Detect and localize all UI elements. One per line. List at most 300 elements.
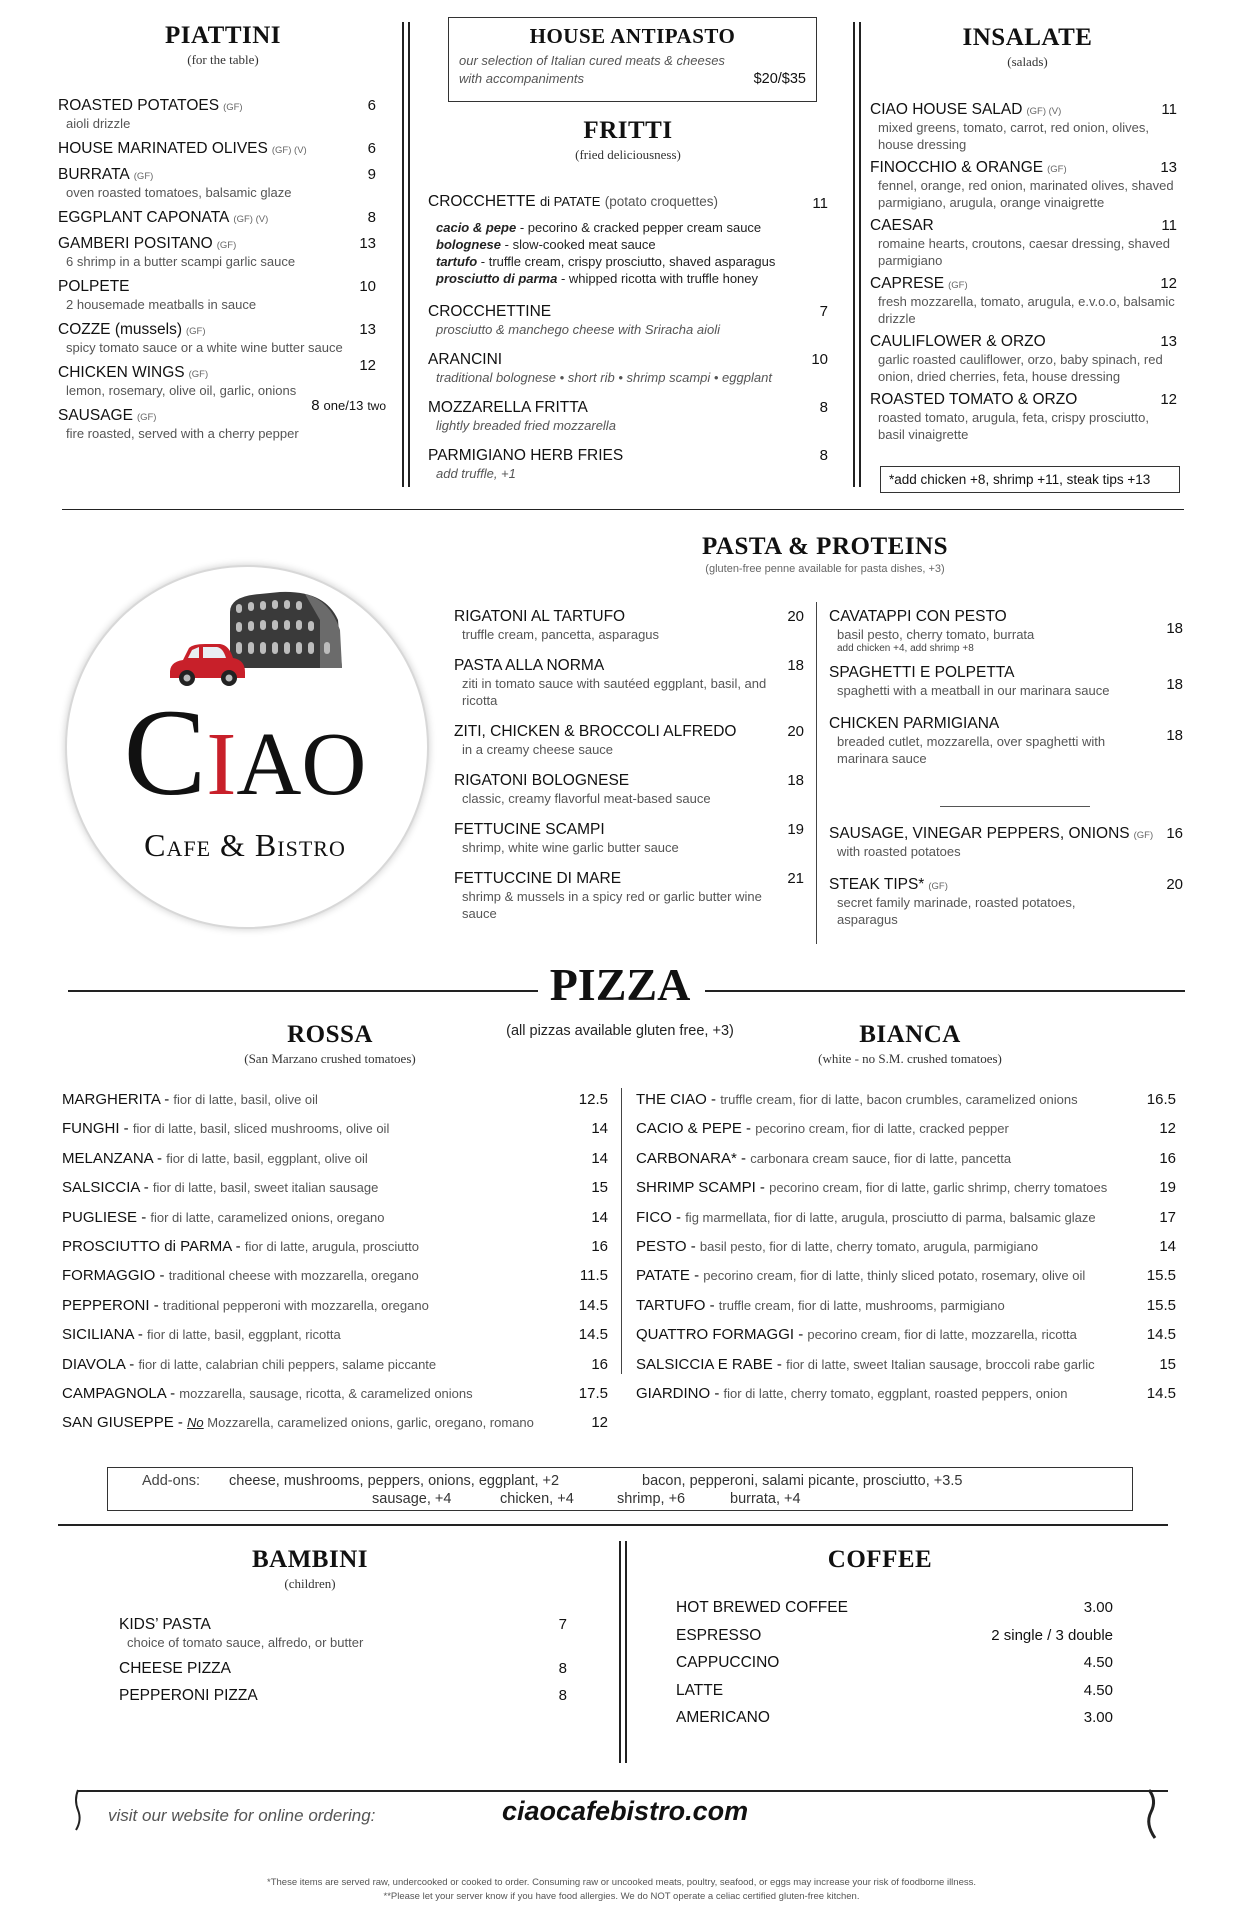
menu-item-desc: fire roasted, served with a cherry pepper <box>66 426 299 441</box>
dietary-tag: (GF) (V) <box>271 145 307 156</box>
menu-item-name: MOZZARELLA FRITTA <box>428 399 588 416</box>
menu-item-price: 21 <box>787 870 804 887</box>
dietary-tag: (GF) <box>928 881 948 892</box>
menu-item-name: PEPPERONI PIZZA <box>119 1687 258 1704</box>
logo-ciao <box>65 684 425 825</box>
menu-item <box>58 140 388 158</box>
menu-item-name: HOUSE MARINATED OLIVES <box>58 140 268 157</box>
pizza-no: No <box>187 1415 204 1431</box>
footer-disclaimer: **Please let your server know if you have food allergies. We do NOT operate a celiac certified gluten-free kitchen. <box>383 1891 860 1902</box>
pizza-dash: - <box>689 1267 704 1285</box>
addons-line: cheese, mushrooms, peppers, onions, eggplant, +2 <box>229 1473 560 1489</box>
menu-item-price: 12 <box>359 357 376 374</box>
pizza-dash: - <box>173 1414 188 1432</box>
pasta-right-list <box>829 608 1183 948</box>
pizza-dash: - <box>772 1355 787 1373</box>
menu-item-price: 7 <box>558 1616 567 1633</box>
piattini-title: PIATTINI <box>164 22 282 49</box>
pizza-dash: - <box>755 1179 770 1197</box>
pizza-price: 14 <box>591 1149 608 1167</box>
menu-item <box>58 97 388 132</box>
pizza-desc: pecorino cream, fior di latte, cracked pepper <box>755 1121 1009 1137</box>
addons-item: sausage, +4 <box>372 1491 452 1507</box>
pizza-name: CACIO & PEPE <box>636 1120 742 1138</box>
menu-item-price: 6 <box>367 97 376 114</box>
insalate-section <box>870 24 1185 70</box>
menu-item-name-line <box>870 333 1185 351</box>
menu-item-desc: aioli drizzle <box>66 116 131 131</box>
crocchette-di: di PATATE <box>539 194 601 209</box>
pizza-name: PUGLIESE <box>62 1208 138 1226</box>
menu-item-desc: shrimp, white wine garlic butter sauce <box>462 840 679 855</box>
dietary-tag: (GF) <box>223 102 243 113</box>
menu-item <box>829 664 1183 699</box>
menu-item-name-line <box>454 870 804 888</box>
pizza-item <box>636 1385 1184 1405</box>
menu-item-price: 16 <box>1166 825 1183 842</box>
coffee-title: COFFEE <box>827 1546 933 1573</box>
menu-item-price: 20 <box>1166 876 1183 893</box>
pizza-name: PROSCIUTTO di PARMA <box>62 1238 232 1255</box>
menu-item-name: SAUSAGE, VINEGAR PEPPERS, ONIONS <box>829 825 1130 842</box>
pizza-price: 19 <box>1159 1179 1176 1197</box>
addons-label: Add-ons: <box>142 1473 201 1489</box>
addons-line: bacon, pepperoni, salami picante, prosciutto, +3.5 <box>642 1473 963 1489</box>
antipasto-box <box>448 17 817 102</box>
divider-vertical <box>408 22 410 487</box>
menu-item-name-line <box>119 1660 567 1678</box>
crocchette-name: CROCCHETTE <box>428 193 536 210</box>
menu-item-addon: add chicken +4, add shrimp +8 <box>837 643 974 654</box>
menu-item <box>870 391 1185 443</box>
pizza-item <box>636 1297 1184 1317</box>
menu-item-name-line <box>870 275 1185 293</box>
menu-item-desc: romaine hearts, croutons, caesar dressing, shaved parmigiano <box>878 236 1170 268</box>
menu-item-desc: basil pesto, cherry tomato, burrata <box>837 627 1035 642</box>
pizza-desc: fior di latte, caramelized onions, oregano <box>150 1209 385 1225</box>
menu-item-desc: 2 housemade meatballs in sauce <box>66 297 257 312</box>
menu-item-desc: mixed greens, tomato, carrot, red onion, olives, house dressing <box>878 120 1149 152</box>
pizza-name: MARGHERITA <box>62 1091 161 1108</box>
coffee-item <box>676 1627 1113 1649</box>
menu-item-name: RIGATONI AL TARTUFO <box>454 608 626 625</box>
pizza-desc: truffle cream, fior di latte, bacon crumbles, caramelized onions <box>720 1092 1078 1107</box>
pizza-item <box>62 1120 612 1140</box>
menu-item-name-line <box>870 101 1185 119</box>
pizza-dash: - <box>149 1296 163 1314</box>
dietary-tag: (GF) (V) <box>233 214 269 225</box>
rossa-subtitle: (San Marzano crushed tomatoes) <box>244 1051 416 1066</box>
footer-disclaimer: *These items are served raw, undercooked or cooked to order. Consuming raw or uncooked meats, poultry, seafood, or eggs may increase your risk of foodborne illness. <box>267 1877 976 1888</box>
menu-item-name: CHICKEN WINGS <box>58 364 185 381</box>
pizza-dash: - <box>794 1326 808 1344</box>
menu-item-name-line <box>58 97 388 115</box>
divider-vertical <box>621 1088 622 1374</box>
dietary-tag: (GF) (V) <box>1026 106 1062 117</box>
dietary-tag: (GF) <box>186 326 206 337</box>
crocchette-option <box>436 236 828 253</box>
dietary-tag: (GF) <box>1133 830 1154 841</box>
menu-item-desc: ziti in tomato sauce with sautéed eggplant, basil, and ricotta <box>462 676 767 708</box>
pizza-item <box>62 1238 612 1258</box>
menu-item-desc: add truffle, +1 <box>436 466 516 481</box>
pizza-name: CAMPAGNOLA <box>62 1385 166 1402</box>
menu-item-name-line <box>829 608 1183 626</box>
menu-item-name-line <box>119 1616 567 1634</box>
pizza-name: FORMAGGIO <box>62 1267 156 1285</box>
menu-item <box>870 333 1185 385</box>
menu-item-name: CAULIFLOWER & ORZO <box>870 333 1046 350</box>
pizza-price: 16 <box>591 1238 608 1255</box>
pizza-desc: fior di latte, sweet Italian sausage, broccoli rabe garlic <box>786 1356 1095 1372</box>
coffee-price: 3.00 <box>1083 1599 1113 1616</box>
menu-item-desc: breaded cutlet, mozzarella, over spaghetti with marinara sauce <box>837 734 1106 766</box>
wings-price-one: 8 <box>311 397 320 414</box>
insalate-addon-box <box>880 466 1180 493</box>
crocchette-note: (potato croquettes) <box>604 194 719 209</box>
coffee-item <box>676 1654 1113 1676</box>
crocchette-option <box>436 219 828 236</box>
pizza-dash: - <box>736 1149 751 1167</box>
menu-item <box>829 876 1183 928</box>
pizza-price: 14 <box>1159 1238 1176 1255</box>
menu-item-price: 8 <box>558 1660 567 1677</box>
pizza-dash: - <box>160 1091 174 1108</box>
footer-visit: visit our website for online ordering: <box>108 1806 376 1825</box>
addons-item: chicken, +4 <box>500 1491 574 1507</box>
menu-item-name-line <box>829 876 1183 894</box>
coffee-item <box>676 1599 1113 1621</box>
menu-item-name: COZZE (mussels) <box>58 321 182 338</box>
menu-item-desc: lemon, rosemary, olive oil, garlic, onions <box>66 383 297 398</box>
menu-item-name: KIDS’ PASTA <box>119 1616 211 1633</box>
pizza-addons-box <box>107 1467 1133 1511</box>
pizza-desc: Mozzarella, caramelized onions, garlic, oregano, romano <box>203 1415 534 1431</box>
pizza-rule-right <box>705 990 1185 992</box>
pizza-dash: - <box>706 1091 721 1108</box>
menu-item-name: CHEESE PIZZA <box>119 1660 231 1677</box>
pizza-name: QUATTRO FORMAGGI <box>636 1326 795 1344</box>
menu-item-price: 8 <box>367 209 376 226</box>
menu-item-price: 11 <box>1161 217 1177 234</box>
coffee-name: CAPPUCCINO <box>676 1654 780 1671</box>
menu-item-price: 6 <box>367 140 376 157</box>
logo-letter: AO <box>236 715 367 814</box>
pizza-desc: fior di latte, cherry tomato, eggplant, roasted peppers, onion <box>723 1386 1068 1401</box>
antipasto-price: $20/$35 <box>753 71 806 87</box>
menu-item-name-line <box>119 1687 567 1705</box>
pizza-name: FICO <box>636 1208 672 1226</box>
menu-item-name: STEAK TIPS* <box>829 876 925 893</box>
pizza-price: 14.5 <box>578 1326 608 1344</box>
pizza-dash: - <box>705 1296 719 1314</box>
coffee-name: AMERICANO <box>676 1709 770 1726</box>
menu-item-price: 11 <box>1161 101 1177 118</box>
menu-item-desc: in a creamy cheese sauce <box>462 742 614 757</box>
coffee-item <box>676 1682 1113 1704</box>
menu-item-price: 7 <box>819 303 828 320</box>
pizza-price: 15.5 <box>1146 1296 1176 1314</box>
pizza-price: 12 <box>591 1414 608 1432</box>
pizza-desc: mozzarella, sausage, ricotta, & caramelized onions <box>179 1386 473 1401</box>
dietary-tag: (GF) <box>1047 164 1067 175</box>
menu-item-name: CHICKEN PARMIGIANA <box>829 715 1000 732</box>
dietary-tag: (GF) <box>948 280 968 291</box>
pizza-item <box>636 1326 1184 1346</box>
pizza-price: 16 <box>591 1355 608 1373</box>
menu-item-name: PARMIGIANO HERB FRIES <box>428 447 624 464</box>
divider-horizontal <box>62 509 1184 510</box>
logo-tagline: Cafe & Bistro <box>144 827 346 863</box>
pizza-price: 14.5 <box>578 1296 608 1314</box>
menu-item <box>870 101 1185 153</box>
pizza-desc: traditional cheese with mozzarella, oregano <box>168 1268 419 1284</box>
pizza-item <box>62 1267 612 1287</box>
menu-item <box>119 1616 567 1651</box>
menu-item-name-line <box>829 715 1183 733</box>
menu-item <box>829 715 1183 767</box>
coffee-list <box>676 1599 1113 1739</box>
divider-horizontal <box>58 1524 1168 1526</box>
pizza-name: TARTUFO <box>636 1296 706 1314</box>
menu-item-desc: oven roasted tomatoes, balsamic glaze <box>66 185 292 200</box>
addons-item: burrata, +4 <box>730 1491 801 1507</box>
pizza-desc: pecorino cream, fior di latte, thinly sliced potato, rosemary, olive oil <box>703 1268 1086 1284</box>
pizza-dash: - <box>152 1149 167 1167</box>
pizza-price: 16 <box>1159 1149 1176 1167</box>
menu-item-name: CAESAR <box>870 217 934 234</box>
pizza-item <box>62 1414 612 1434</box>
pizza-dash: - <box>119 1120 133 1138</box>
pizza-desc: fior di latte, basil, sliced mushrooms, olive oil <box>132 1121 390 1137</box>
pizza-name: SHRIMP SCAMPI <box>636 1179 756 1197</box>
menu-item <box>454 608 804 643</box>
menu-item-name: PASTA ALLA NORMA <box>454 657 605 674</box>
pizza-item <box>62 1297 612 1317</box>
menu-item-desc: lightly breaded fried mozzarella <box>436 418 616 433</box>
divider-vertical <box>619 1541 621 1763</box>
menu-item-name: ROASTED POTATOES <box>58 97 220 114</box>
menu-item-name: POLPETE <box>58 278 130 295</box>
menu-item-desc: 6 shrimp in a butter scampi garlic sauce <box>66 254 296 269</box>
pizza-desc: pecorino cream, fior di latte, garlic shrimp, cherry tomatoes <box>769 1180 1108 1196</box>
pizza-desc: truffle cream, fior di latte, mushrooms, parmigiano <box>718 1297 1005 1313</box>
pizza-name: PATATE <box>636 1267 690 1285</box>
menu-item-name: EGGPLANT CAPONATA <box>58 209 230 226</box>
menu-item-name-line <box>454 821 804 839</box>
menu-item-desc: spicy tomato sauce or a white wine butter sauce <box>66 340 343 355</box>
pizza-item <box>62 1356 612 1376</box>
menu-item-desc: classic, creamy flavorful meat-based sauce <box>462 791 711 806</box>
pasta-left-list <box>454 608 804 948</box>
pasta-section <box>620 533 1030 575</box>
menu-item-desc: garlic roasted cauliflower, orzo, baby spinach, red onion, dried cherries, feta, house dressing <box>878 352 1163 384</box>
bambini-title: BAMBINI <box>251 1546 368 1573</box>
pizza-price: 17 <box>1159 1208 1176 1226</box>
divider-vertical <box>625 1541 627 1763</box>
insalate-title: INSALATE <box>962 24 1093 51</box>
pizza-desc: pecorino cream, fior di latte, mozzarella, ricotta <box>807 1327 1077 1343</box>
menu-item-name-line <box>870 217 1185 235</box>
menu-item-name-line <box>58 321 388 339</box>
pizza-price: 15 <box>1159 1355 1176 1373</box>
pizza-dash: - <box>137 1208 151 1226</box>
menu-item <box>454 772 804 807</box>
menu-item <box>428 447 828 482</box>
menu-item-name-line <box>428 351 828 369</box>
crocchette-option-desc: - pecorino & cracked pepper cream sauce <box>516 220 762 235</box>
red-car-icon <box>165 640 250 690</box>
menu-item-price: 12 <box>1160 275 1177 292</box>
menu-item-name-line <box>428 447 828 465</box>
menu-item-price: 13 <box>1160 159 1177 176</box>
crocchette-option-name: tartufo <box>436 254 478 269</box>
menu-item-name-line <box>58 209 388 227</box>
pizza-rule-left <box>68 990 538 992</box>
coffee-item <box>676 1709 1113 1731</box>
menu-item-name: CROCCHETTINE <box>428 303 552 320</box>
pizza-item <box>62 1209 612 1229</box>
piattini-section <box>58 22 388 68</box>
coffee-name: HOT BREWED COFFEE <box>676 1599 848 1616</box>
bambini-subtitle: (children) <box>284 1576 336 1591</box>
menu-item-desc: fennel, orange, red onion, marinated olives, shaved parmigiano, arugula, orange vinaigrette <box>878 178 1174 210</box>
menu-item-name: CIAO HOUSE SALAD <box>870 101 1023 118</box>
menu-item <box>428 303 828 338</box>
menu-item-price: 9 <box>367 166 376 183</box>
pizza-desc: fior di latte, calabrian chili peppers, salame piccante <box>138 1356 437 1372</box>
menu-item-name: ZITI, CHICKEN & BROCCOLI ALFREDO <box>454 723 737 740</box>
crocchette-option-name: bolognese <box>436 237 502 252</box>
menu-item-name-line <box>829 664 1183 682</box>
menu-item <box>870 275 1185 327</box>
menu-item-name-line <box>58 278 388 296</box>
pizza-name: DIAVOLA <box>62 1355 126 1373</box>
logo-letter-red: I <box>206 715 237 814</box>
pizza-dash: - <box>133 1326 148 1344</box>
menu-item-name: ARANCINI <box>428 351 503 368</box>
menu-item <box>58 166 388 201</box>
crocchette-option-desc: - truffle cream, crispy prosciutto, shaved asparagus <box>477 254 776 269</box>
menu-item-name-line <box>454 657 804 675</box>
pizza-item <box>636 1150 1184 1170</box>
insalate-subtitle: (salads) <box>1007 54 1048 69</box>
menu-item <box>870 217 1185 269</box>
pizza-price: 14.5 <box>1146 1326 1176 1344</box>
pizza-price: 14 <box>591 1120 608 1138</box>
pizza-item <box>636 1238 1184 1258</box>
crocchette-option-desc: - whipped ricotta with truffle honey <box>557 271 759 286</box>
pizza-price: 11.5 <box>579 1267 608 1285</box>
pizza-desc: fig marmellata, fior di latte, arugula, prosciutto di parma, balsamic glaze <box>685 1209 1096 1225</box>
wings-price-sep: one/13 <box>323 398 364 413</box>
coffee-price: 2 single / 3 double <box>991 1626 1113 1644</box>
menu-item <box>58 407 388 442</box>
pizza-title: PIZZA <box>549 959 691 1010</box>
menu-item <box>454 821 804 856</box>
bianca-subtitle: (white - no S.M. crushed tomatoes) <box>818 1051 1002 1066</box>
pizza-name: GIARDINO <box>636 1385 711 1402</box>
logo <box>65 565 435 935</box>
menu-item-name-line <box>829 825 1183 843</box>
bambini-list <box>119 1616 567 1726</box>
crocchette-item <box>428 193 828 287</box>
menu-item <box>119 1660 567 1678</box>
menu-item-name: ROASTED TOMATO & ORZO <box>870 391 1078 408</box>
divider-vertical <box>402 22 404 487</box>
pizza-item <box>62 1150 612 1170</box>
menu-item <box>454 723 804 758</box>
dietary-tag: (GF) <box>133 171 154 182</box>
antipasto-desc-line: with accompaniments <box>459 71 584 86</box>
crocchette-option-desc: - slow-cooked meat sauce <box>501 237 656 252</box>
menu-item-price: 18 <box>1166 620 1183 637</box>
pizza-name: THE CIAO <box>636 1091 707 1108</box>
menu-item-price: 12 <box>1160 391 1177 408</box>
menu-item <box>870 159 1185 211</box>
pizza-name: PESTO <box>636 1238 687 1255</box>
menu-item-name: CAVATAPPI CON PESTO <box>829 608 1007 625</box>
menu-item-desc: spaghetti with a meatball in our marinara sauce <box>837 683 1110 698</box>
menu-item-name-line <box>58 364 388 382</box>
menu-item-name-line <box>428 303 828 321</box>
insalate-list <box>870 101 1185 461</box>
divider-vertical <box>816 602 817 944</box>
menu-item <box>58 364 388 414</box>
bianca-list <box>636 1091 1184 1402</box>
pizza-item <box>62 1091 612 1111</box>
menu-item <box>58 209 388 227</box>
crocchette-option <box>436 253 828 270</box>
pizza-price: 14.5 <box>1146 1385 1176 1402</box>
menu-item-price: 13 <box>359 321 376 338</box>
menu-item-price: 8 <box>819 447 828 464</box>
addons-item: shrimp, +6 <box>617 1491 686 1507</box>
pizza-item <box>62 1326 612 1346</box>
footer-bracket-left-icon <box>70 1788 86 1832</box>
pizza-name: CARBONARA* <box>636 1149 737 1167</box>
menu-item-price: 18 <box>787 772 804 789</box>
fritti-subtitle: (fried deliciousness) <box>575 147 681 162</box>
pizza-desc: fior di latte, basil, sweet italian sausage <box>152 1180 379 1196</box>
fritti-section <box>428 117 828 163</box>
menu-item-price: 8 <box>558 1687 567 1704</box>
footer-url-link[interactable]: ciaocafebistro.com <box>502 1796 749 1826</box>
footer-rule-top <box>78 1790 1168 1792</box>
pizza-item <box>636 1120 1184 1140</box>
crocchette-options <box>428 219 828 287</box>
coffee-header <box>750 1546 1010 1574</box>
menu-item-name: FETTUCCINE DI MARE <box>454 870 622 887</box>
rossa-title: ROSSA <box>287 1021 373 1048</box>
bianca-header <box>760 1021 1060 1067</box>
menu-item-name-line <box>870 159 1185 177</box>
menu-item-price: 20 <box>787 608 804 625</box>
coffee-name: ESPRESSO <box>676 1626 762 1644</box>
pizza-dash: - <box>139 1179 153 1197</box>
antipasto-title: HOUSE ANTIPASTO <box>529 24 736 48</box>
pizza-name: SALSICCIA E RABE <box>636 1355 773 1373</box>
menu-item-desc: truffle cream, pancetta, asparagus <box>462 627 660 642</box>
pizza-note: (all pizzas available gluten free, +3) <box>506 1023 734 1039</box>
fritti-title: FRITTI <box>583 117 673 144</box>
menu-item-name-line <box>454 608 804 626</box>
menu-item-price: 10 <box>811 351 828 368</box>
menu-item-price: 19 <box>787 821 804 838</box>
wings-price-two: two <box>367 399 386 413</box>
menu-item-price: 18 <box>1166 727 1183 744</box>
pizza-dash: - <box>155 1267 169 1285</box>
